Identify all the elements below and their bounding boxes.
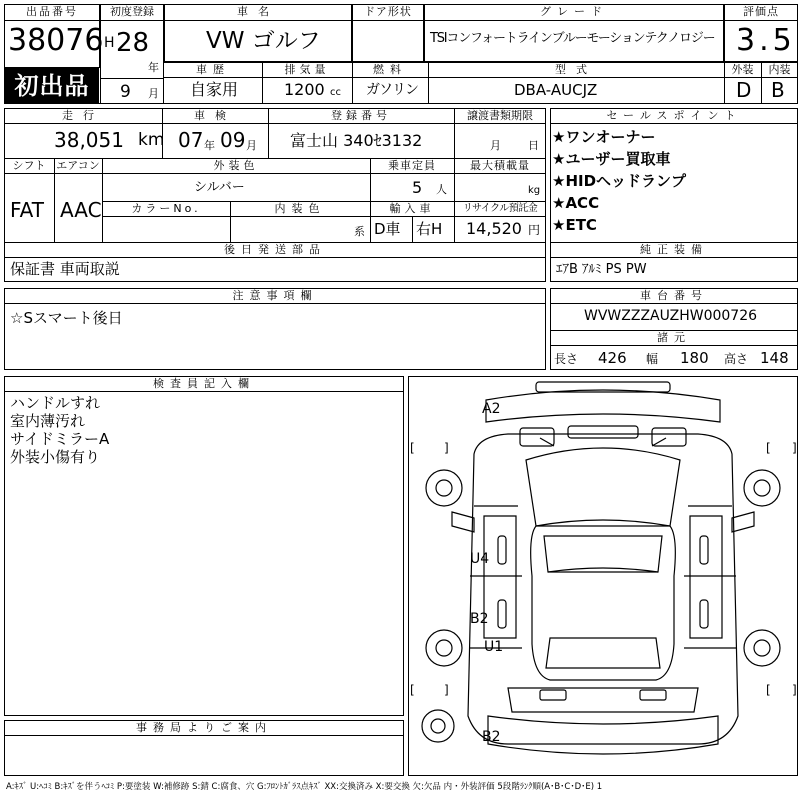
svg-text:[: [ bbox=[766, 441, 771, 455]
sales-point-3: ★HIDヘッドランプ bbox=[552, 172, 687, 190]
first-reg-label: 初度登録 bbox=[110, 5, 154, 18]
import-label: 輸入車 bbox=[389, 202, 435, 215]
length-label: 長さ bbox=[554, 352, 579, 366]
color-no-label: カラーNo. bbox=[131, 202, 201, 215]
inspector-line-4: 外装小傷有り bbox=[10, 448, 101, 466]
inspection-month: 09 bbox=[220, 128, 246, 152]
color-value: シルバー bbox=[194, 180, 245, 195]
inspector-label: 検査員記入欄 bbox=[153, 377, 255, 390]
interior-grade: B bbox=[771, 78, 785, 102]
plate-value: 富士山 340ｾ3132 bbox=[290, 131, 423, 150]
reg-year: 28 bbox=[116, 28, 150, 58]
model-label: 型式 bbox=[555, 63, 597, 76]
plate-label: 登録番号 bbox=[331, 109, 391, 122]
recycle-value: 14,520 bbox=[466, 219, 522, 238]
grade-label: グレード bbox=[540, 5, 608, 18]
import-type: D車 bbox=[374, 220, 401, 238]
mark-left-rear-door: B2 bbox=[470, 611, 489, 627]
office-label: 事務局よりご案内 bbox=[136, 721, 272, 734]
displacement-value: 1200 bbox=[284, 80, 325, 99]
svg-text:]: ] bbox=[792, 683, 797, 697]
lot-label: 出品番号 bbox=[26, 5, 78, 18]
displacement-label: 排気量 bbox=[284, 63, 330, 76]
recycle-label: リサイクル預託金 bbox=[462, 203, 538, 214]
notes-label: 注意事項欄 bbox=[232, 289, 318, 302]
steering: 右H bbox=[416, 220, 443, 238]
exterior-label: 外装 bbox=[731, 63, 754, 76]
exterior-grade: D bbox=[736, 78, 752, 102]
era-letter: H bbox=[104, 35, 115, 51]
inspection-year-unit: 年 bbox=[204, 139, 215, 152]
chassis-label: 車台番号 bbox=[640, 289, 708, 302]
score-label: 評価点 bbox=[743, 5, 779, 18]
sales-label: セールスポイント bbox=[606, 109, 742, 122]
first-listing-badge bbox=[5, 68, 99, 104]
mileage-unit: km bbox=[138, 130, 165, 150]
ac-value: AAC bbox=[60, 198, 102, 222]
reg-month: 9 bbox=[120, 82, 131, 102]
mileage-value: 38,051 bbox=[54, 128, 124, 152]
int-color-suffix: 系 bbox=[354, 225, 365, 238]
height-value: 148 bbox=[760, 349, 789, 367]
legend-text: A:ｷｽﾞ U:ﾍｺﾐ B:ｷｽﾞを伴うﾍｺﾐ P:要塗装 W:補修跡 S:錆 C:腐食、穴 G:ﾌﾛﾝﾄｶﾞﾗｽ点ｷｽﾞ XX:交換済み X:要交換 欠:欠品 内・外装評価 5段階ﾗﾝｸ順(A･B･C･D･E) 1 bbox=[6, 782, 603, 792]
later-value: 保証書 車両取説 bbox=[10, 260, 120, 278]
vin-value: WVWZZZAUZHW000726 bbox=[584, 308, 758, 324]
history-value: 自家用 bbox=[190, 80, 239, 99]
inspector-line-2: 室内薄汚れ bbox=[10, 412, 86, 430]
svg-text:[: [ bbox=[766, 683, 771, 697]
ac-label: エアコン bbox=[56, 159, 100, 172]
shift-value: FAT bbox=[10, 198, 45, 222]
fuel-label: 燃料 bbox=[373, 63, 407, 76]
month-unit: 月 bbox=[148, 87, 159, 100]
recycle-unit: 円 bbox=[528, 223, 541, 237]
grade-value: TSIコンフォートラインブルーモーションテクノロジー bbox=[430, 31, 715, 46]
inspection-year: 07 bbox=[178, 128, 204, 152]
sales-point-2: ★ユーザー買取車 bbox=[552, 150, 671, 168]
inspection-label: 車検 bbox=[194, 109, 236, 122]
inspector-line-3: サイドミラーA bbox=[10, 430, 110, 448]
first-listing-text: 初出品 bbox=[14, 72, 90, 100]
car-name: VW ゴルフ bbox=[206, 28, 321, 54]
equip-value: ｴｱB ｱﾙﾐ PS PW bbox=[556, 262, 647, 277]
width-label: 幅 bbox=[646, 352, 659, 366]
color-label: 外装色 bbox=[213, 159, 259, 172]
inspection-month-unit: 月 bbox=[246, 139, 257, 152]
notes-value: ☆Sスマート後日 bbox=[10, 309, 123, 327]
door-label: ドア形状 bbox=[364, 5, 412, 18]
svg-text:]: ] bbox=[792, 441, 797, 455]
capacity-unit: 人 bbox=[436, 183, 447, 196]
int-color-label: 内装色 bbox=[274, 202, 326, 215]
transfer-month-unit: 月 bbox=[490, 139, 501, 152]
history-label: 車歴 bbox=[196, 63, 230, 76]
shift-label: シフト bbox=[12, 159, 46, 172]
sales-point-4: ★ACC bbox=[552, 194, 600, 212]
year-unit: 年 bbox=[148, 61, 159, 74]
score-value: 3.5 bbox=[736, 23, 796, 58]
mark-front-bumper: A2 bbox=[482, 401, 501, 417]
car-name-label: 車名 bbox=[237, 5, 279, 18]
sales-point-5: ★ETC bbox=[552, 216, 597, 234]
capacity-label: 乗車定員 bbox=[388, 159, 436, 172]
mark-left-front-door: U4 bbox=[470, 551, 490, 567]
load-unit: kg bbox=[528, 185, 541, 196]
length-value: 426 bbox=[598, 349, 627, 367]
capacity-value: 5 bbox=[412, 178, 423, 197]
interior-label: 内装 bbox=[768, 63, 791, 76]
width-value: 180 bbox=[680, 349, 709, 367]
load-label: 最大積載量 bbox=[470, 159, 530, 172]
svg-text:[: [ bbox=[410, 441, 415, 455]
mark-left-rear-fender: U1 bbox=[484, 639, 504, 655]
model-value: DBA-AUCJZ bbox=[514, 81, 598, 99]
transfer-day-unit: 日 bbox=[528, 139, 539, 152]
svg-text:[: [ bbox=[410, 683, 415, 697]
svg-text:]: ] bbox=[444, 683, 449, 697]
later-label: 後日発送部品 bbox=[224, 243, 326, 256]
displacement-unit: cc bbox=[330, 87, 341, 98]
equip-label: 純正装備 bbox=[640, 243, 708, 256]
car-diagram bbox=[408, 376, 798, 776]
height-label: 高さ bbox=[724, 352, 749, 366]
fuel-value: ガソリン bbox=[366, 82, 418, 98]
svg-text:]: ] bbox=[444, 441, 449, 455]
transfer-label: 譲渡書類期限 bbox=[467, 109, 533, 122]
inspector-line-1: ハンドルすれ bbox=[10, 394, 101, 412]
dims-label: 諸元 bbox=[657, 331, 691, 344]
mark-rear-bumper: B2 bbox=[482, 729, 501, 745]
lot-number: 38076 bbox=[8, 23, 104, 58]
sales-point-1: ★ワンオーナー bbox=[552, 128, 656, 146]
mileage-label: 走行 bbox=[62, 109, 104, 122]
